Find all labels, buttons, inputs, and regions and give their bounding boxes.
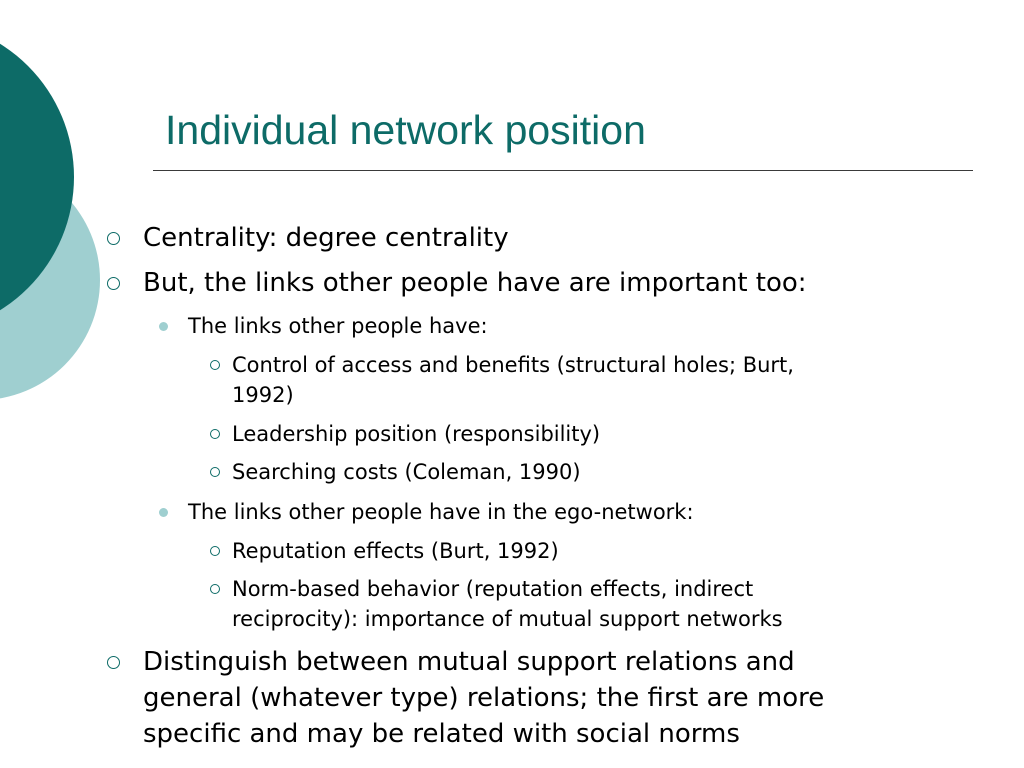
bullet-text-line: reciprocity): importance of mutual support networks bbox=[232, 607, 783, 631]
sub-bullet-item-ego-network bbox=[188, 497, 694, 527]
bullet-item-centrality bbox=[143, 220, 509, 256]
hollow-circle-bullet-icon bbox=[210, 429, 220, 439]
bullet-text-line: Norm-based behavior (reputation effects, indirect bbox=[232, 577, 754, 601]
bullet-text-line: general (whatever type) relations; the first are more bbox=[143, 683, 825, 713]
sub-sub-bullet-item-reputation bbox=[232, 536, 559, 566]
sub-sub-bullet-item-control-access bbox=[232, 350, 794, 410]
bullet-item-links-important bbox=[143, 265, 807, 301]
hollow-circle-bullet-icon bbox=[210, 546, 220, 556]
sub-sub-bullet-item-norm-based bbox=[232, 574, 783, 634]
bullet-text: Searching costs (Coleman, 1990) bbox=[232, 460, 581, 484]
filled-dot-bullet-icon bbox=[159, 322, 168, 331]
hollow-circle-bullet-icon bbox=[107, 656, 120, 669]
bullet-text: But, the links other people have are important too: bbox=[143, 268, 807, 298]
bullet-item-distinguish bbox=[143, 644, 824, 752]
hollow-circle-bullet-icon bbox=[210, 360, 220, 370]
bullet-text-line: Control of access and benefits (structural holes; Burt, bbox=[232, 353, 794, 377]
hollow-circle-bullet-icon bbox=[107, 277, 120, 290]
hollow-circle-bullet-icon bbox=[210, 584, 220, 594]
hollow-circle-bullet-icon bbox=[107, 232, 120, 245]
filled-dot-bullet-icon bbox=[159, 508, 168, 517]
bullet-text-line: Distinguish between mutual support relations and bbox=[143, 647, 795, 677]
sub-bullet-item-links-others-have bbox=[188, 311, 488, 341]
sub-sub-bullet-item-searching-costs bbox=[232, 457, 581, 487]
bullet-text: Reputation effects (Burt, 1992) bbox=[232, 539, 559, 563]
bullet-text-line: specific and may be related with social norms bbox=[143, 719, 740, 749]
slide-title: Individual network position bbox=[165, 107, 646, 153]
bullet-text-line: 1992) bbox=[232, 383, 294, 407]
bullet-text: Centrality: degree centrality bbox=[143, 223, 509, 253]
sub-sub-bullet-item-leadership bbox=[232, 419, 600, 449]
bullet-text: The links other people have in the ego-network: bbox=[188, 500, 694, 524]
bullet-text: Leadership position (responsibility) bbox=[232, 422, 601, 446]
hollow-circle-bullet-icon bbox=[210, 467, 220, 477]
bullet-text: The links other people have: bbox=[188, 314, 488, 338]
